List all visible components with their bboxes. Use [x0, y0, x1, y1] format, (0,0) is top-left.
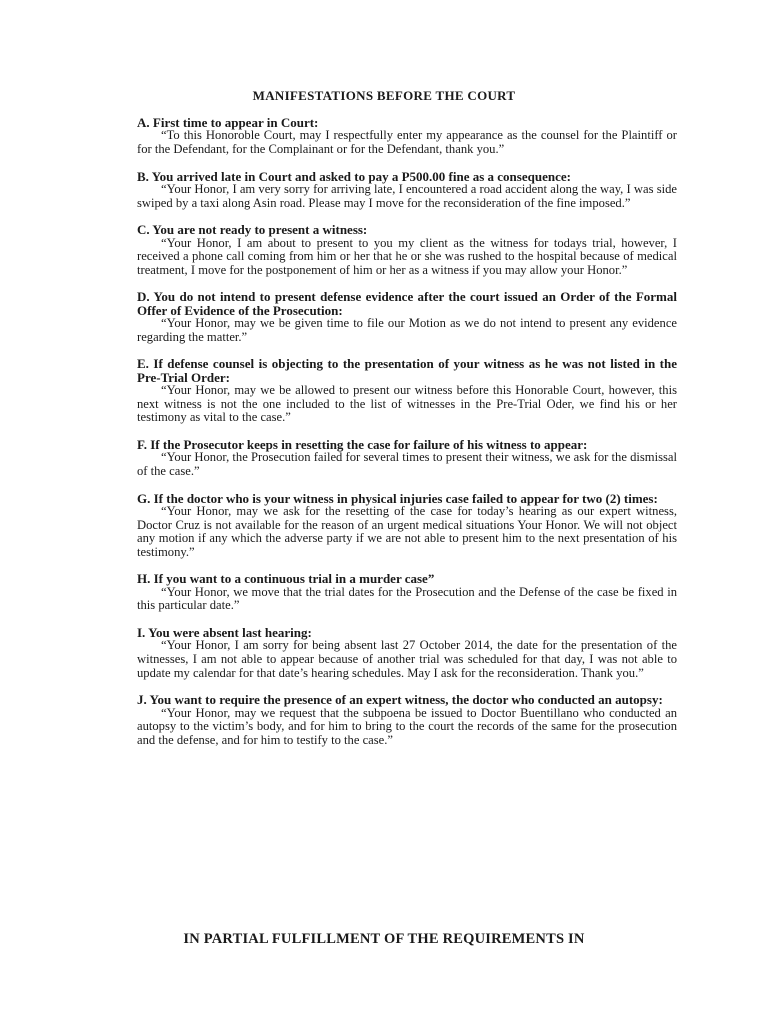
section-text: “Your Honor, may we be allowed to present our witness before this Honorable Court, however, this next witness is not the one included to the list of witnesses in the Pre-Trial Oder, we find his or her testimony as vital to the case.” — [137, 383, 677, 425]
section-text: “To this Honoroble Court, may I respectfully enter my appearance as the counsel for the Plaintiff or for the Defendant, for the Complainant or for the Defendant, thank you.” — [137, 128, 677, 156]
section-text: “Your Honor, may we be given time to file our Motion as we do not intend to present any evidence regarding the matter.” — [137, 316, 677, 344]
section-c — [137, 223, 677, 277]
section-heading: I. You were absent last hearing: — [137, 624, 312, 640]
section-d — [137, 290, 677, 344]
section-g — [137, 492, 677, 560]
section-text: “Your Honor, I am about to present to you my client as the witness for todays trial, however, I received a phone call coming from him or her that he or she was rushed to the hospital because of medical treatment, I move for the postponement of him or her as a witness if you may allow your Honor.” — [137, 235, 677, 277]
section-heading: D. You do not intend to present defense evidence after the court issued an Order of the Formal Offer of Evidence of the Prosecution: — [137, 289, 677, 318]
section-f — [137, 438, 677, 479]
section-j — [137, 693, 677, 747]
document-body — [137, 116, 677, 760]
section-heading: B. You arrived late in Court and asked to pay a P500.00 fine as a consequence: — [137, 168, 571, 184]
section-heading: C. You are not ready to present a witness: — [137, 222, 368, 238]
section-b — [137, 170, 677, 211]
section-e — [137, 357, 677, 425]
section-text: “Your Honor, we move that the trial dates for the Prosecution and the Defense of the case be fixed in this particular date.” — [137, 584, 677, 613]
section-heading: J. You want to require the presence of an expert witness, the doctor who conducted an autopsy: — [137, 692, 663, 708]
section-heading: A. First time to appear in Court: — [137, 115, 319, 130]
section-text: “Your Honor, the Prosecution failed for several times to present their witness, we ask for the dismissal of the case.” — [137, 450, 677, 478]
section-heading: G. If the doctor who is your witness in physical injuries case failed to appear for two (2) times: — [137, 490, 658, 506]
section-text: “Your Honor, may we ask for the resetting of the case for today’s hearing as our expert witness, Doctor Cruz is not available for the reason of an urgent medical situations Your Honor. We will not object any motion if any which the adverse party if we are not able to present him to the next presentation of his testimony.” — [137, 503, 677, 559]
section-heading: E. If defense counsel is objecting to the presentation of your witness as he was not listed in the Pre-Trial Order: — [137, 356, 677, 385]
document-title: MANIFESTATIONS BEFORE THE COURT — [252, 88, 516, 103]
section-a — [137, 116, 677, 157]
section-heading: H. If you want to a continuous trial in a murder case” — [137, 571, 435, 587]
section-heading: F. If the Prosecutor keeps in resetting the case for failure of his witness to appear: — [137, 436, 588, 452]
section-i — [137, 626, 677, 680]
section-text: “Your Honor, I am very sorry for arriving late, I encountered a road accident along the way, I was side swiped by a taxi along Asin road. Please may I move for the reconsideration of the fine imposed.” — [137, 182, 677, 210]
section-h — [137, 572, 677, 613]
footer-title: IN PARTIAL FULFILLMENT OF THE REQUIREMENTS IN — [183, 931, 585, 947]
section-text: “Your Honor, may we request that the subpoena be issued to Doctor Buentillano who conducted an autopsy to the victim’s body, and for him to bring to the court the records of the same for the prosecution and the defense, and for him to testify to the case.” — [137, 705, 677, 747]
section-text: “Your Honor, I am sorry for being absent last 27 October 2014, the date for the presentation of the witnesses, I am not able to appear because of another trial was scheduled for that day, I was not able to update my calendar for that date’s hearing schedules. May I ask for the reconsideration. Thank you.” — [137, 638, 677, 680]
